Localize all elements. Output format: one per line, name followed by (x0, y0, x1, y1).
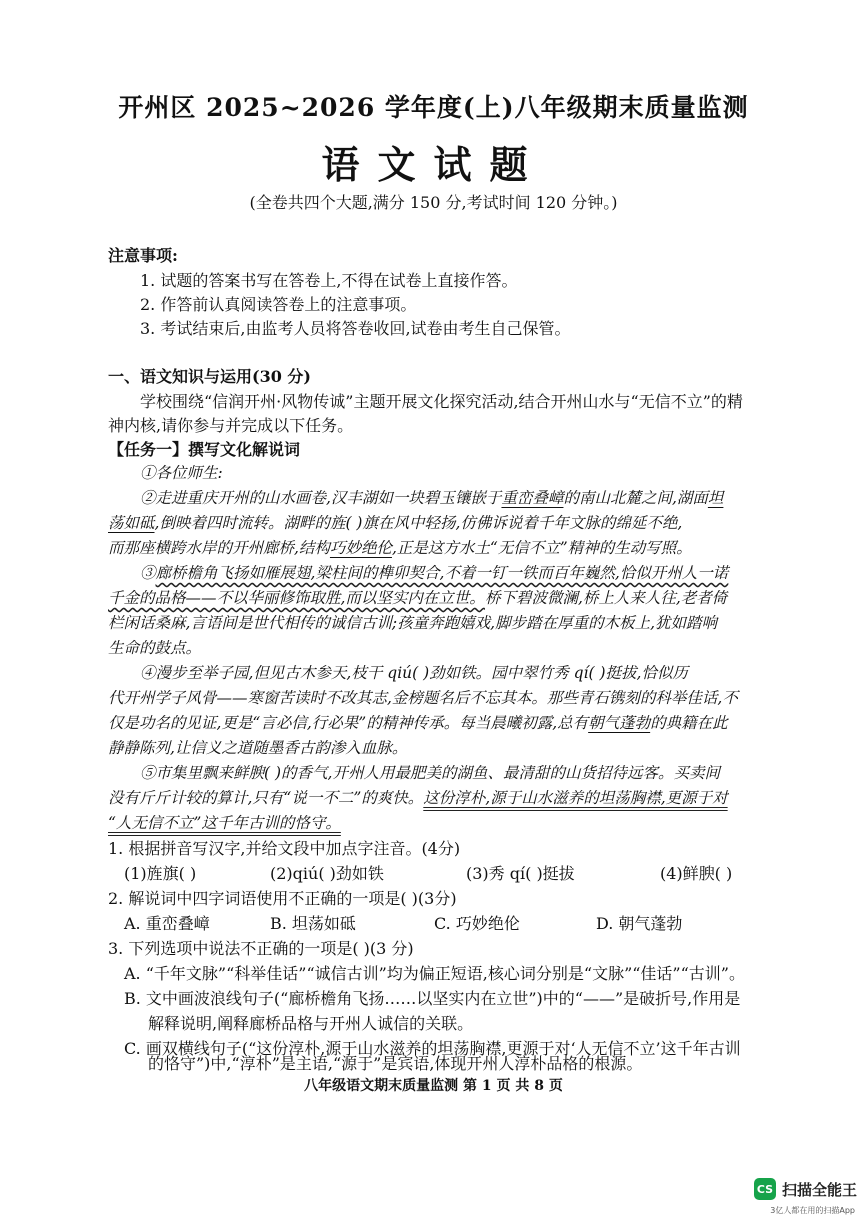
passage-line: 代开州学子风骨——寒窗苦读时不改其志,金榜题名后不忘其本。那些青石镌刻的科举佳话,不 (108, 689, 738, 707)
q2-option-c: C. 巧妙绝伦 (434, 914, 520, 933)
q1-option: (2)qiú( )劲如铁 (270, 864, 384, 883)
passage-line: ②走进重庆开州的山水画卷,汉丰湖如一块碧玉镶嵌于重峦叠嶂的南山北麓之间,湖面坦 (140, 489, 724, 507)
exam-subtitle: (全卷共四个大题,满分 150 分,考试时间 120 分钟。) (249, 193, 618, 212)
passage-line: 而那座横跨水岸的开州廊桥,结构巧妙绝伦,正是这方水土“无信不立”精神的生动写照。 (108, 539, 692, 557)
word-zhaoqipengbo: 朝气蓬勃 (588, 714, 651, 732)
word-tandangrudi: 荡如砥 (108, 514, 155, 532)
question-3: 3. 下列选项中说法不正确的一项是( )(3 分) (108, 939, 414, 958)
q3-option-c: C. 画双横线句子(“这份淳朴,源于山水滋养的坦荡胸襟,更源于对‘人无信不立’这千年古训 (124, 1039, 741, 1058)
passage-line: 栏闲话桑麻,言语间是世代相传的诚信古训;孩童奔跑嬉戏,脚步踏在厚重的木板上,犹如踏响 (108, 614, 718, 632)
wavy-sentence: 廊桥檐角飞扬如雁展翅,梁柱间的榫卯契合,不着一钉一铁而百年巍然,恰似开州人一诺 (155, 564, 729, 582)
question-1: 1. 根据拼音写汉字,并给文段中加点字注音。(4分) (108, 839, 461, 858)
word-chongluandiezhang: 重峦叠嶂 (501, 489, 564, 507)
notice-item: 2. 作答前认真阅读答卷上的注意事项。 (140, 295, 417, 314)
notice-heading: 注意事项: (108, 246, 178, 265)
exam-title: 开州区 2025~2026 学年度(上)八年级期末质量监测 (118, 93, 749, 122)
passage-line: ③廊桥檐角飞扬如雁展翅,梁柱间的榫卯契合,不着一钉一铁而百年巍然,恰似开州人一诺 (140, 564, 729, 582)
q3-option-b-cont: 解释说明,阐释廊桥品格与开州人诚信的关联。 (148, 1014, 474, 1033)
word-qiaomiaojuelun: 巧妙绝伦 (329, 539, 392, 557)
subject-title: 语文试题 (321, 142, 546, 187)
q2-option-a: A. 重峦叠嶂 (124, 914, 210, 933)
watermark-sub: 3亿人都在用的扫描App (770, 1206, 855, 1215)
passage-line: 荡如砥,倒映着四时流转。湖畔的旌( )旗在风中轻扬,仿佛诉说着千年文脉的绵延不绝, (108, 514, 683, 532)
passage-line (108, 811, 341, 833)
double-underline-sentence: 这份淳朴,源于山水滋养的坦荡胸襟,更源于对 (423, 789, 728, 807)
wavy-sentence-cont: 千金的品格——不以华丽修饰取胜,而以坚实内在立世。 (108, 589, 485, 607)
scanner-watermark (754, 1178, 857, 1200)
watermark-name: 扫描全能王 (781, 1180, 857, 1199)
q3-option-b: B. 文中画波浪线句子(“廊桥檐角飞扬……以坚实内在立世”)中的“——”是破折号,作用是 (124, 989, 741, 1008)
passage-salutation: ①各位师生: (140, 464, 223, 482)
passage-line: ④漫步至举子园,但见古木参天,枝干 qiú( )劲如铁。园中翠竹秀 qí( )挺拔,恰似历 (140, 664, 688, 682)
notice-item: 1. 试题的答案书写在答卷上,不得在试卷上直接作答。 (140, 271, 518, 290)
notice-item: 3. 考试结束后,由监考人员将答卷收回,试卷由考生自己保管。 (140, 319, 571, 338)
camscanner-logo-icon: CS (754, 1178, 776, 1200)
q1-option: (3)秀 qí( )挺拔 (466, 864, 575, 883)
question-2: 2. 解说词中四字词语使用不正确的一项是( )(3分) (108, 889, 457, 908)
section-intro-cont: 神内核,请你参与并完成以下任务。 (108, 416, 354, 435)
q3-option-a: A. “千年文脉”“科举佳话”“诚信古训”均为偏正短语,核心词分别是“文脉”“佳话”“古训”。 (124, 964, 745, 983)
q1-option: (4)鲜腴( ) (660, 864, 733, 883)
section-intro: 学校围绕“信润开州·风物传诚”主题开展文化探究活动,结合开州山水与“无信不立”的精 (140, 392, 743, 411)
q2-option-d: D. 朝气蓬勃 (596, 914, 683, 933)
q2-option-b: B. 坦荡如砥 (270, 914, 356, 933)
passage-line: 静静陈列,让信义之道随墨香古韵渗入血脉。 (108, 739, 408, 757)
passage-line: 千金的品格——不以华丽修饰取胜,而以坚实内在立世。桥下碧波微澜,桥上人来人往,老者倚 (108, 589, 728, 607)
double-underline-sentence-cont: “人无信不立”这千年古训的恪守。 (108, 814, 341, 832)
task-heading: 【任务一】撰写文化解说词 (108, 440, 301, 459)
section-heading: 一、语文知识与运用(30 分) (108, 367, 311, 386)
passage-line: 仅是功名的见证,更是“言必信,行必果”的精神传承。每当晨曦初露,总有朝气蓬勃的典籍在此 (108, 714, 728, 732)
q1-option: (1)旌旗( ) (124, 864, 197, 883)
page-footer: 八年级语文期末质量监测 第 1 页 共 8 页 (304, 1078, 563, 1094)
passage-line: 生命的鼓点。 (108, 639, 202, 657)
passage-line: ⑤市集里飘来鲜腴( )的香气,开州人用最肥美的湖鱼、最清甜的山货招待远客。买卖间 (140, 764, 720, 782)
q3-option-c-cont: 的恪守”)中,“淳朴”是主语,“源于”是宾语,体现开州人淳朴品格的根源。 (148, 1054, 643, 1073)
passage-line: 没有斤斤计较的算计,只有“说一不二”的爽快。这份淳朴,源于山水滋养的坦荡胸襟,更源于对 (108, 789, 728, 807)
